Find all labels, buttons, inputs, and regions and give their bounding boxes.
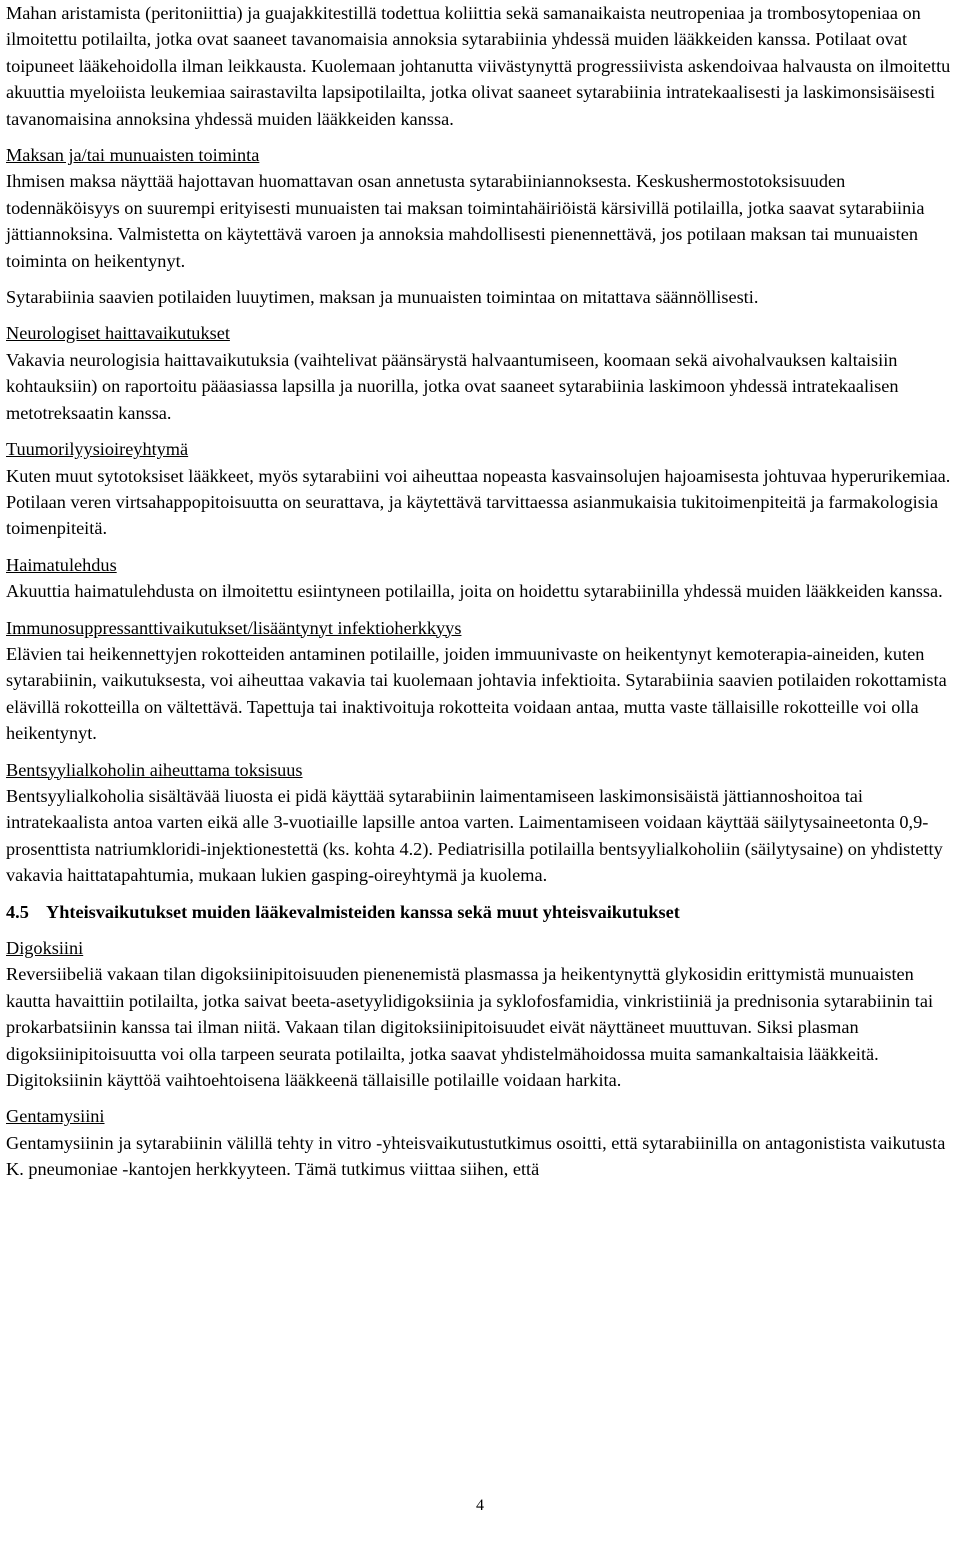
monitoring-paragraph: Sytarabiinia saavien potilaiden luuytimen, maksan ja munuaisten toimintaa on mitattava säännöllisesti. [6, 287, 759, 308]
immuno-paragraph: Elävien tai heikennettyjen rokotteiden antaminen potilaille, joiden immuunivaste on heikentynyt kemoterapia-aineiden, kuten sytarabiinin, vaikutuksesta, voi aiheuttaa vakavia tai kuolemaan johtavia infektioita. Sytarabiinia saavien potilaiden rokottamista elävillä rokotteilla on vältettävä. Tapettuja tai inaktivoituja rokotteita voidaan antaa, mutta vaste tällaisille rokotteille voi olla heikentynyt. [6, 643, 947, 744]
benzyl-heading: Bentsyylialkoholin aiheuttama toksisuus [6, 759, 303, 780]
immuno-heading: Immunosuppressanttivaikutukset/lisääntynyt infektioherkkyys [6, 617, 462, 638]
neuro-heading: Neurologiset haittavaikutukset [6, 323, 230, 344]
document-page [6, 0, 956, 1183]
liver-kidney-heading: Maksan ja/tai munuaisten toiminta [6, 145, 260, 166]
tumor-lysis-paragraph: Kuten muut sytotoksiset lääkkeet, myös sytarabiini voi aiheuttaa nopeasta kasvainsolujen hajoamisesta johtuvaa hyperurikemiaa. Potilaan veren virtsahappopitoisuutta on seurattava, ja käytettävä tarvittaessa asianmukaisia tukitoimenpiteitä ja farmakologisia toimenpiteitä. [6, 465, 951, 539]
pancreatitis-heading: Haimatulehdus [6, 554, 117, 575]
digoxin-heading: Digoksiini [6, 938, 84, 958]
gentamicin-heading: Gentamysiini [6, 1106, 105, 1127]
section-number: 4.5 [6, 901, 29, 922]
benzyl-paragraph: Bentsyylialkoholia sisältävää liuosta ei pidä käyttää sytarabiinin laimentamiseen laskimonsisäistä jättiannoshoitoa tai intratekaalista antoa varten eikä alle 3-vuotiaille lapsille antoa varten. Laimentamiseen voidaan käyttää säilytysaineetonta 0,9-prosenttista natriumkloridi-injektionestettä (ks. kohta 4.2). Pediatrisilla potilailla bentsyylialkoholiin (säilytysaine) on yhdistetty vakavia haittatapahtumia, mukaan lukien gasping-oireyhtymä ja kuolema. [6, 785, 943, 886]
digoxin-paragraph: Reversiibeliä vakaan tilan digoksiinipitoisuuden pienenemistä plasmassa ja heikentynyttä glykosidin erittymistä munuaisten kautta havaittiin potilailta, jotka saivat beeta-asetyylidigoksiinia ja syklofosfamidia, vinkristiiniä ja prednisonia sytarabiinin tai prokarbatsiinin kanssa tai ilman niitä. Vakaan tilan digitoksiinipitoisuudet eivät näyttäneet muuttuvan. Siksi plasman digoksiinipitoisuutta voi olla tarpeen seurata potilailta, jotka saavat yhdistelmähoidossa muita samankaltaisia lääkkeitä. Digitoksiinin käyttöä vaihtoehtoisena lääkkeenä tällaisille potilaille voidaan harkita. [6, 964, 934, 1091]
liver-kidney-paragraph: Ihmisen maksa näyttää hajottavan huomattavan osan annetusta sytarabiiniannoksesta. Keskushermostotoksisuuden todennäköisyys on suurempi erityisesti munuaisten tai maksan toimintahäiriöistä kärsivillä potilailla, jotka saavat sytarabiinia jättiannoksina. Valmistetta on käytettävä varoen ja annoksia mahdollisesti pienennettävä, jos potilaan maksan tai munuaisten toiminta on heikentynyt. [6, 171, 925, 271]
section-title [6, 899, 956, 925]
tumor-lysis-heading: Tuumorilyysioireyhtymä [6, 439, 189, 460]
gentamicin-paragraph: Gentamysiinin ja sytarabiinin välillä tehty in vitro -yhteisvaikutustutkimus osoitti, että sytarabiinilla on antagonistista vaikutusta K. pneumoniae -kantojen herkkyyteen. Tämä tutkimus viittaa siihen, että [6, 1132, 946, 1180]
pancreatitis-paragraph: Akuuttia haimatulehdusta on ilmoitettu esiintyneen potilailla, joita on hoidettu sytarabiinilla yhdessä muiden lääkkeiden kanssa. [6, 581, 943, 602]
neuro-paragraph: Vakavia neurologisia haittavaikutuksia (vaihtelivat päänsärystä halvaantumiseen, koomaan sekä aivohalvauksen kaltaisiin kohtauksiin) on raportoitu pääasiassa lapsilla ja nuorilla, jotka ovat saaneet sytarabiinia laskimoon yhdessä intratekaalisen metotreksaatin kanssa. [6, 349, 899, 423]
page-number: 4 [476, 1497, 484, 1514]
section-title-text: Yhteisvaikutukset muiden lääkevalmisteiden kanssa sekä muut yhteisvaikutukset [46, 901, 680, 922]
intro-paragraph: Mahan aristamista (peritoniittia) ja guajakkitestillä todettua koliittia sekä samanaikaista neutropeniaa ja trombosytopeniaa on ilmoitettu potilailta, jotka ovat saaneet tavanomaisia annoksia sytarabiinia yhdessä muiden lääkkeiden kanssa. Potilaat ovat toipuneet lääkehoidolla ilman leikkausta. Kuolemaan johtanutta viivästynyttä progressiivista askendoivaa halvausta on ilmoitettu akuuttia myeloiista leukemiaa sairastavilta lapsipotilailta, jotka olivat saaneet sytarabiinia intratekaalisesti ja laskimonsisäisesti tavanomaisina annoksina yhdessä muiden lääkkeiden kanssa. [6, 3, 951, 129]
